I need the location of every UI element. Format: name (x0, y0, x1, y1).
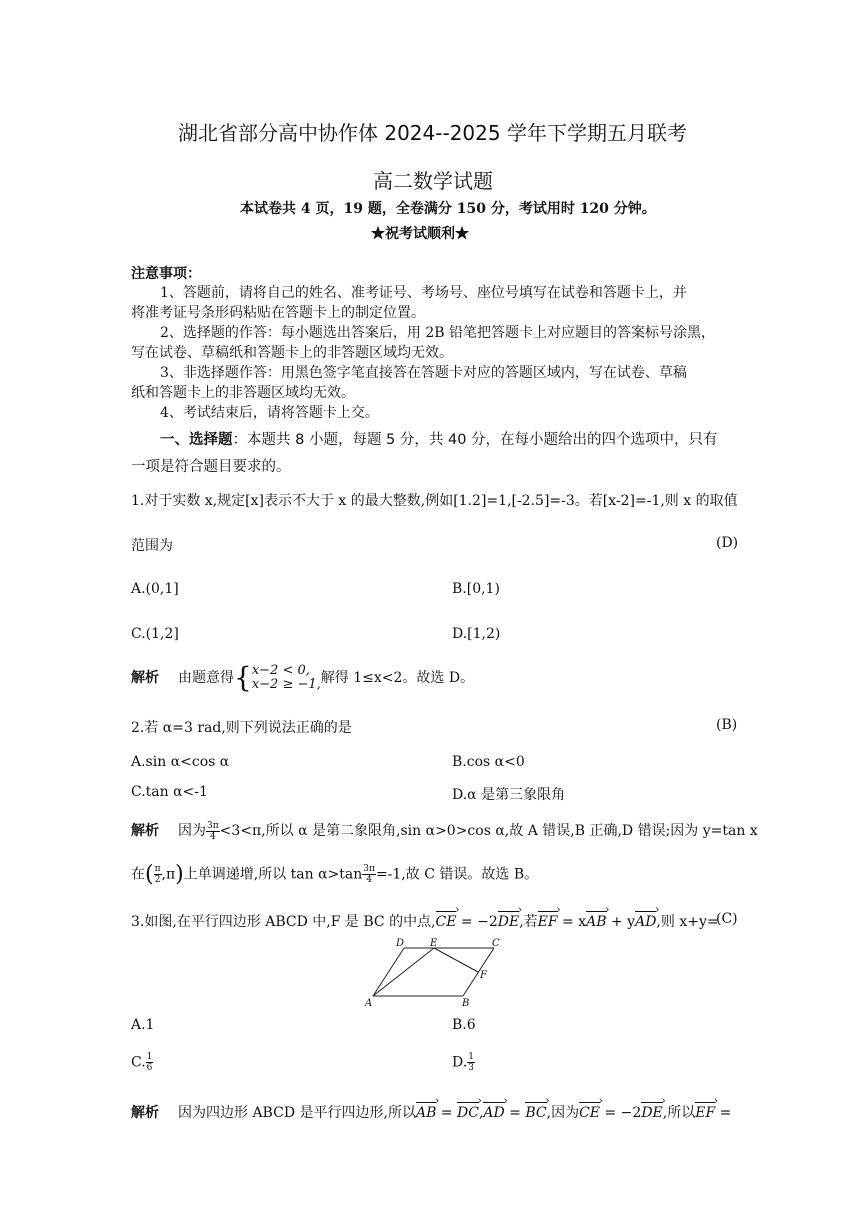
q2-frac-3pi-4b (362, 864, 376, 885)
frac-num: π (154, 864, 161, 874)
q3-jx-label: 解析 (131, 1105, 159, 1121)
frac-den: 6 (146, 1063, 153, 1073)
vector-ab: AB › (586, 914, 606, 930)
q2-jx2-b: =-1,故 C 错误。故选 B。 (375, 866, 539, 883)
vector-ab: AB › (416, 1105, 436, 1121)
q3-jx-comma: , (478, 1105, 484, 1121)
section-text-a: ：本题共 8 小题，每题 5 分，共 40 分，在每小题给出的四个选项中，只有 (232, 432, 718, 448)
q3-stem-a: 3.如图,在平行四边形 ABCD 中,F 是 BC 的中点, (131, 914, 436, 930)
segment-ef (434, 948, 478, 972)
label-a: A (365, 998, 373, 1009)
q2-option-d: D.α 是第三象限角 (452, 787, 566, 803)
vector-ce: CE › (579, 1105, 600, 1121)
q3-jx-d: ,所以 (662, 1105, 696, 1121)
q2-option-c: C.tan α<-1 (131, 784, 208, 800)
note-1b: 将准考证号条形码粘贴在答题卡上的制定位置。 (131, 305, 425, 321)
edge-bc (463, 948, 494, 996)
q2-solution-line1 (131, 820, 758, 842)
vector-ad: AD › (483, 1105, 504, 1121)
exam-title: 湖北省部分高中协作体 2024--2025 学年下学期五月联考 (178, 121, 687, 145)
vector-dc: DC › (457, 1105, 479, 1121)
vector-ce: CE › (436, 914, 457, 930)
q3-plus: + y (606, 914, 636, 930)
vector-de: DE › (498, 914, 519, 930)
q3-stem (131, 911, 719, 931)
parallelogram-figure (360, 938, 510, 1014)
q3-option-c (131, 1052, 153, 1073)
section-label: 一、选择题 (160, 432, 233, 448)
exam-wish: ★祝考试顺利★ (371, 226, 469, 242)
brace-symbol: { (234, 661, 252, 694)
q2-frac-pi-2 (154, 864, 162, 885)
q3-jx-eq: = (436, 1105, 457, 1121)
frac-num: 3π (207, 820, 219, 831)
edge-da (373, 948, 404, 996)
q3-eq1: = −2 (456, 914, 498, 930)
frac-den: 3 (468, 1063, 474, 1073)
q3-jx-eq3: = −2 (600, 1105, 642, 1121)
q3-jx-end: = (715, 1105, 732, 1121)
vector-bc: BC › (525, 1105, 546, 1121)
q2-stem: 2.若 α=3 rad,则下列说法正确的是 (131, 720, 352, 736)
frac-den: 4 (209, 831, 216, 842)
q1-sys-line2: x−2 ≥ −1, (251, 677, 321, 692)
q2-jx1-pre: 因为 (178, 823, 206, 839)
section-text-b: 一项是符合题目要求的。 (131, 459, 291, 475)
q3-jx-eq2: = (504, 1105, 526, 1121)
vector-ad: AD › (635, 914, 656, 930)
label-b: B (462, 998, 470, 1009)
label-c: C (492, 938, 500, 949)
q2-jx2-mid: ,π (161, 866, 176, 883)
q2-jx1-post: <3<π,所以 α 是第二象限角,sin α>0>cos α,故 A 错误,B 正确,D 错误;因为 y=tan x (219, 823, 758, 839)
q1-sys-line1: x−2 < 0, (251, 663, 310, 678)
q2-option-b: B.cos α<0 (452, 754, 525, 770)
q1-jx-label: 解析 (131, 670, 159, 686)
q1-answer: (D) (716, 535, 739, 551)
q2-jx2-pre: 在 (131, 866, 145, 883)
paren-open: ( (145, 862, 154, 887)
q2-answer: (B) (716, 717, 738, 733)
q3-solution (131, 1102, 731, 1122)
q1-option-a: A.(0,1] (131, 581, 179, 597)
label-f: F (480, 970, 487, 981)
notes-heading: 注意事项： (131, 266, 201, 282)
note-3b: 纸和答题卡上的非答题区域均无效。 (131, 385, 355, 401)
label-e: E (430, 938, 438, 949)
q2-jx-label: 解析 (131, 823, 159, 839)
frac-den: 4 (366, 875, 372, 885)
q3-jx-b: ,因为 (546, 1105, 580, 1121)
q3-eq2: = x (557, 914, 587, 930)
q3-option-b: B.6 (452, 1017, 476, 1033)
q2-option-a: A.sin α<cos α (131, 754, 230, 770)
q3-tail: ,则 x+y= (656, 914, 719, 930)
q3-frac-1-6 (146, 1052, 154, 1073)
note-4: 4、考试结束后，请将答题卡上交。 (160, 405, 379, 421)
segment-ae (373, 948, 434, 996)
q3-d-pre: D. (452, 1054, 468, 1071)
q1-solution (131, 661, 475, 694)
q2-frac-3pi-4 (206, 821, 220, 842)
q1-jx-pre: 由题意得 (178, 670, 234, 686)
paren-close: ) (175, 862, 184, 887)
exam-subtitle: 高二数学试题 (373, 169, 493, 193)
q1-stem-a: 1.对于实数 x,规定[x]表示不大于 x 的最大整数,例如[1.2]=1,[-2.5]=-3。若[x-2]=-1,则 x 的取值 (131, 493, 738, 509)
q3-c-pre: C. (131, 1054, 146, 1071)
q2-jx2-a: 上单调递增,所以 tan α>tan (183, 866, 363, 883)
note-2a: 2、选择题的作答：每小题选出答案后，用 2B 铅笔把答题卡上对应题目的答案标号涂黑， (160, 325, 716, 341)
q1-option-c: C.(1,2] (131, 626, 179, 642)
note-3a: 3、非选择题作答：用黑色签字笔直接答在答题卡对应的答题区域内，写在试卷、草稿 (160, 365, 687, 381)
label-d: D (396, 938, 405, 949)
vector-de: DE › (641, 1105, 662, 1121)
q1-option-d: D.[1,2) (452, 626, 501, 642)
q3-answer: (C) (716, 911, 738, 927)
q3-mid: ,若 (519, 914, 538, 930)
note-2b: 写在试卷、草稿纸和答题卡上的非答题区域均无效。 (131, 345, 453, 361)
frac-num: 1 (468, 1052, 474, 1062)
section-heading (160, 428, 718, 449)
frac-num: 3π (363, 864, 375, 874)
q1-jx-post: 解得 1≤x<2。故选 D。 (320, 670, 475, 686)
q1-system (252, 664, 321, 692)
vector-ef: EF › (538, 914, 558, 930)
q3-option-a: A.1 (131, 1017, 155, 1033)
q3-frac-1-3 (467, 1052, 475, 1073)
q3-option-d (452, 1052, 475, 1073)
q3-jx-a: 因为四边形 ABCD 是平行四边形,所以 (178, 1105, 416, 1121)
exam-info: 本试卷共 4 页，19 题，全卷满分 150 分，考试用时 120 分钟。 (240, 201, 656, 217)
q2-solution-line2 (131, 862, 538, 887)
q1-option-b: B.[0,1) (452, 581, 500, 597)
vector-ef: EF › (695, 1105, 715, 1121)
q1-stem-b: 范围为 (131, 538, 173, 554)
frac-den: 2 (154, 875, 161, 885)
frac-num: 1 (146, 1052, 153, 1062)
note-1a: 1、答题前，请将自己的姓名、准考证号、考场号、座位号填写在试卷和答题卡上，并 (160, 285, 687, 301)
